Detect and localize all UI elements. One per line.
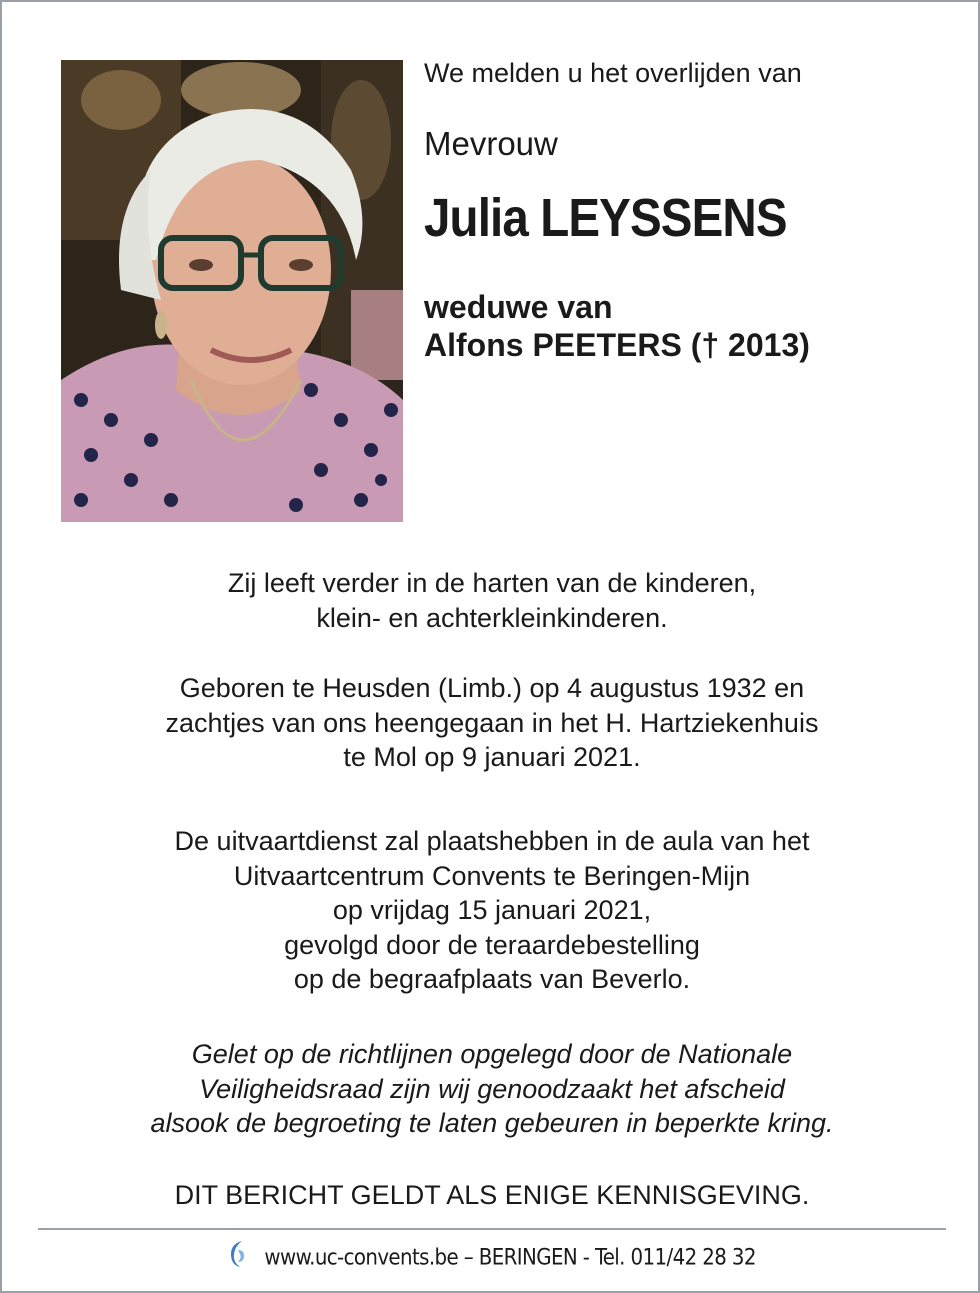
announcement-header <box>424 54 964 364</box>
paragraph-birth-death <box>42 671 942 775</box>
paragraph-line: De uitvaartdienst zal plaatshebben in de aula van het <box>174 826 810 856</box>
portrait-photo <box>61 60 403 522</box>
paragraph-line: zachtjes van ons heengegaan in het H. Hartziekenhuis <box>165 707 819 738</box>
paragraph-family <box>42 566 942 635</box>
paragraph-funeral <box>42 824 942 997</box>
spouse-block <box>424 288 964 364</box>
honorific-title: Mevrouw <box>424 125 558 162</box>
paragraph-line: op vrijdag 15 januari 2021, <box>332 895 652 925</box>
paragraph-line: gevolgd door de teraardebestelling <box>284 929 700 960</box>
footer-contact: www.uc-convents.be – BERINGEN - Tel. 011/42 28 32 <box>264 1245 756 1271</box>
footer <box>2 1238 980 1279</box>
notice-statement: DIT BERICHT GELDT ALS ENIGE KENNISGEVING. <box>174 1180 810 1210</box>
spouse-line-2: Alfons PEETERS († 2013) <box>424 327 810 363</box>
uc-convents-logo-icon <box>228 1238 248 1279</box>
paragraph-line: klein- en achterkleinkinderen. <box>316 602 668 633</box>
paragraph-line: Gelet op de richtlijnen opgelegd door de Nationale <box>191 1039 793 1069</box>
intro-text: We melden u het overlijden van <box>424 58 802 88</box>
paragraph-line: Geboren te Heusden (Limb.) op 4 augustus 1932 en <box>179 673 805 703</box>
paragraph-guidelines <box>42 1037 942 1141</box>
paragraph-line: Zij leeft verder in de harten van de kinderen, <box>227 568 757 598</box>
paragraph-line: alsook de begroeting te laten gebeuren in beperkte kring. <box>150 1108 834 1138</box>
paragraph-line: op de begraafplaats van Beverlo. <box>293 964 691 994</box>
paragraph-line: te Mol op 9 januari 2021. <box>343 742 641 772</box>
deceased-name: Julia LEYSSENS <box>424 188 787 248</box>
paragraph-line: Uitvaartcentrum Convents te Beringen-Mijn <box>233 860 751 891</box>
paragraph-line: Veiligheidsraad zijn wij genoodzaakt het afscheid <box>199 1073 785 1104</box>
footer-divider <box>38 1228 946 1230</box>
spouse-line-1: weduwe van <box>424 289 613 325</box>
